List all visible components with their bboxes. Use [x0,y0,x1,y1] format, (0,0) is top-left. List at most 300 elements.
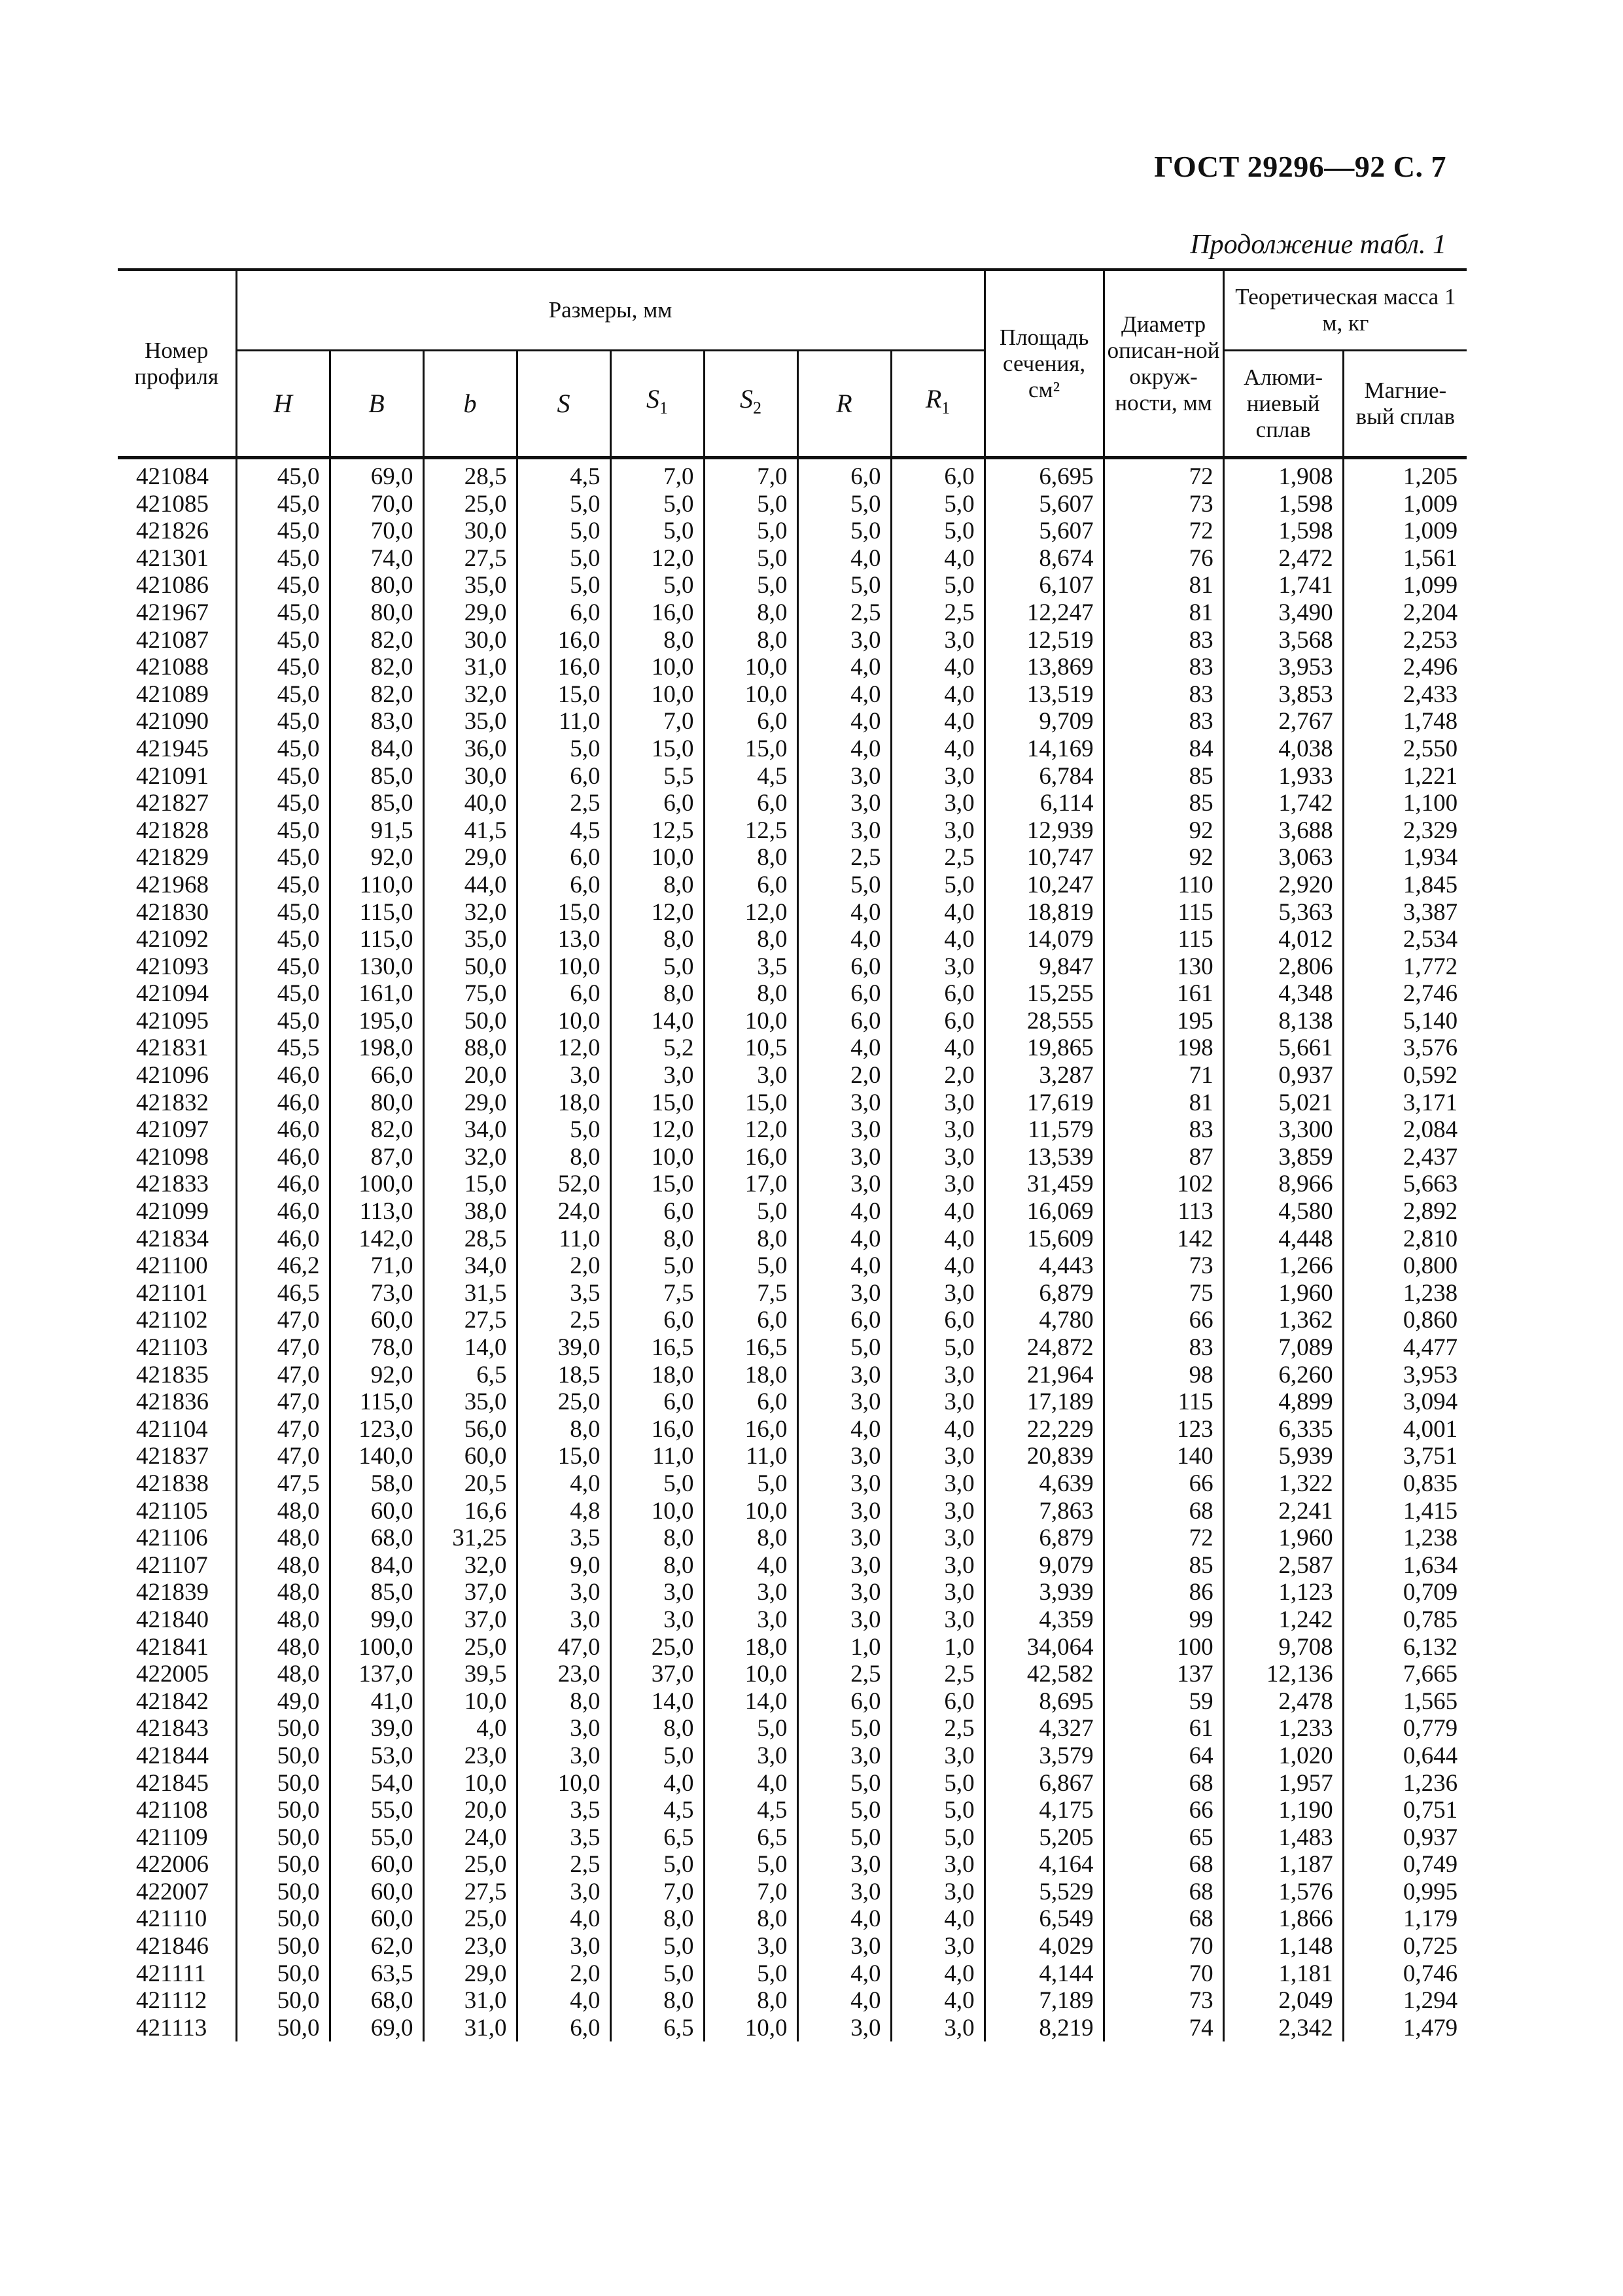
col-diameter: Диаметр описан-ной окруж-ности, мм [1104,270,1223,458]
table-cell: 25,0 [610,1634,704,1661]
table-row [118,458,1467,491]
table-cell: 2,806 [1223,953,1343,981]
table-row [118,1443,1467,1470]
table-cell: 83 [1104,654,1223,681]
profile-number-cell: 421841 [136,1633,209,1661]
table-cell: 3,0 [797,1606,891,1634]
table-cell: 7,089 [1223,1334,1343,1362]
table-cell: 48,0 [236,1525,330,1552]
table-row [118,1579,1467,1606]
table-cell: 3,0 [797,627,891,654]
table-cell: 3,939 [985,1579,1104,1606]
table-cell: 3,0 [797,1851,891,1879]
table-cell: 2,550 [1343,735,1467,763]
table-cell: 76 [1104,545,1223,573]
table-cell: 17,189 [985,1388,1104,1416]
table-cell: 1,362 [1223,1307,1343,1334]
table-cell: 20,839 [985,1443,1104,1470]
table-cell: 45,0 [236,599,330,627]
table-cell: 49,0 [236,1688,330,1716]
profile-number-cell: 421839 [136,1579,209,1606]
table-cell: 4,0 [891,899,985,927]
table-cell: 29,0 [423,1089,517,1117]
table-cell: 0,779 [1343,1715,1467,1742]
table-cell: 2,892 [1343,1198,1467,1226]
table-cell: 123,0 [330,1416,423,1443]
table-cell: 73 [1104,491,1223,518]
table-cell: 3,0 [891,763,985,790]
table-cell: 1,960 [1223,1525,1343,1552]
profile-number-cell: 421089 [136,680,209,708]
table-cell: 3,0 [797,1742,891,1770]
table-cell: 48,0 [236,1498,330,1525]
table-cell: 4,5 [517,817,610,845]
table-cell: 0,937 [1223,1062,1343,1089]
table-cell: 46,0 [236,1062,330,1089]
table-cell: 7,0 [610,458,704,491]
col-area: Площадь сечения, см² [985,270,1104,458]
col-b: b [423,351,517,458]
table-cell: 2,329 [1343,817,1467,845]
table-cell: 92,0 [330,844,423,872]
table-cell: 24,0 [517,1198,610,1226]
table-cell: 8,0 [610,1525,704,1552]
table-cell: 1,238 [1343,1525,1467,1552]
table-cell: 1,221 [1343,763,1467,790]
table-row [118,763,1467,790]
table-cell: 115 [1104,926,1223,953]
table-row [118,1634,1467,1661]
table-cell: 140,0 [330,1443,423,1470]
table-row [118,735,1467,763]
table-cell: 37,0 [423,1606,517,1634]
table-row [118,1062,1467,1089]
profile-number-cell: 421835 [136,1361,209,1388]
table-cell: 3,0 [891,1933,985,1960]
table-cell: 5,0 [704,1960,797,1988]
table-cell: 1,0 [891,1634,985,1661]
table-cell: 60,0 [330,1905,423,1933]
table-cell: 5,2 [610,1034,704,1062]
table-cell: 70 [1104,1960,1223,1988]
table-cell: 8,0 [610,926,704,953]
table-cell: 31,25 [423,1525,517,1552]
table-cell: 5,0 [891,872,985,899]
table-cell: 3,387 [1343,899,1467,927]
table-cell: 16,5 [610,1334,704,1362]
table-cell: 47,5 [236,1470,330,1498]
table-cell: 0,835 [1343,1470,1467,1498]
table-cell: 3,0 [891,953,985,981]
table-row [118,518,1467,545]
table-cell: 99 [1104,1606,1223,1634]
table-cell: 6,0 [891,1008,985,1035]
table-cell: 4,0 [797,1905,891,1933]
table-cell: 2,241 [1223,1498,1343,1525]
table-cell: 16,0 [517,627,610,654]
table-cell: 3,5 [517,1797,610,1824]
col-group-mass: Теоретическая масса 1 м, кг [1223,270,1467,351]
table-cell: 4,0 [891,681,985,709]
table-cell: 72 [1104,1525,1223,1552]
table-row [118,1797,1467,1824]
table-cell: 3,0 [891,1470,985,1498]
table-cell: 5,021 [1223,1089,1343,1117]
profile-number-cell: 421101 [136,1279,208,1307]
table-cell: 6,335 [1223,1416,1343,1443]
table-cell: 8,0 [610,1905,704,1933]
table-cell: 8,0 [704,599,797,627]
table-cell: 123 [1104,1416,1223,1443]
col-R1 [891,351,985,458]
profile-number-cell: 421099 [136,1198,209,1226]
table-cell: 1,236 [1343,1770,1467,1797]
table-cell: 83 [1104,681,1223,709]
table-cell: 47,0 [236,1388,330,1416]
table-cell: 3,0 [517,1062,610,1089]
table-cell: 10,0 [423,1688,517,1716]
profile-number-cell: 421092 [136,926,209,953]
table-cell: 52,0 [517,1171,610,1198]
table-cell: 3,0 [797,1879,891,1906]
table-cell: 4,0 [797,545,891,573]
table-cell: 3,300 [1223,1116,1343,1144]
table-cell: 5,0 [610,572,704,599]
col-group-dimensions: Размеры, мм [236,270,985,351]
table-cell: 0,785 [1343,1606,1467,1634]
table-cell: 5,0 [610,491,704,518]
table-cell: 6,0 [891,458,985,491]
table-cell: 5,0 [797,872,891,899]
table-cell: 2,810 [1343,1226,1467,1253]
profile-number-cell: 421829 [136,844,209,872]
table-cell: 4,0 [891,1905,985,1933]
table-cell: 39,0 [517,1334,610,1362]
table-cell: 4,0 [797,681,891,709]
table-cell: 4,0 [891,654,985,681]
table-cell: 37,0 [423,1579,517,1606]
table-cell: 0,860 [1343,1307,1467,1334]
table-cell: 0,644 [1343,1742,1467,1770]
table-cell: 2,534 [1343,926,1467,953]
table-cell: 10,0 [704,1661,797,1688]
table-cell: 1,266 [1223,1252,1343,1280]
table-cell: 6,0 [704,1307,797,1334]
table-cell: 1,190 [1223,1797,1343,1824]
table-cell: 92,0 [330,1362,423,1389]
table-row [118,817,1467,845]
table-cell: 3,094 [1343,1388,1467,1416]
table-cell: 7,0 [704,1879,797,1906]
table-cell: 4,0 [891,1252,985,1280]
table-cell: 0,725 [1343,1933,1467,1960]
table-cell: 4,029 [985,1933,1104,1960]
table-cell: 3,0 [797,1552,891,1580]
table-cell: 6,0 [704,708,797,735]
table-cell: 6,0 [517,872,610,899]
table-cell: 84,0 [330,1552,423,1580]
table-cell: 69,0 [330,458,423,491]
table-cell: 47,0 [517,1634,610,1661]
table-cell: 10,0 [704,1498,797,1525]
table-cell: 70,0 [330,491,423,518]
table-cell: 68,0 [330,1987,423,2015]
profile-number-cell: 421845 [136,1769,209,1797]
table-cell: 50,0 [236,1879,330,1906]
table-cell: 2,437 [1343,1144,1467,1171]
table-cell: 64 [1104,1742,1223,1770]
profile-number-cell: 421838 [136,1470,209,1497]
table-cell: 3,0 [797,1089,891,1117]
table-cell: 5,0 [704,1252,797,1280]
table-cell: 16,0 [517,654,610,681]
table-cell: 10,0 [704,681,797,709]
table-cell: 5,0 [610,1933,704,1960]
table-cell: 6,107 [985,572,1104,599]
table-cell: 45,0 [236,790,330,817]
table-cell: 83 [1104,1334,1223,1362]
table-cell: 113 [1104,1198,1223,1226]
col-S2 [704,351,797,458]
table-cell: 9,847 [985,953,1104,981]
table-row [118,844,1467,872]
table-cell: 6,0 [610,1388,704,1416]
table-cell: 15,0 [610,1089,704,1117]
table-cell: 1,233 [1223,1715,1343,1742]
table-cell: 18,819 [985,899,1104,927]
col-magnesium: Магние-вый сплав [1343,351,1467,458]
table-cell: 15,0 [610,1171,704,1198]
table-cell: 31,0 [423,1987,517,2015]
table-cell: 12,0 [704,1116,797,1144]
table-cell: 4,5 [704,1797,797,1824]
table-cell: 4,0 [797,735,891,763]
table-cell: 80,0 [330,599,423,627]
table-cell: 0,995 [1343,1879,1467,1906]
table-cell: 39,0 [330,1715,423,1742]
table-cell: 4,327 [985,1715,1104,1742]
table-cell: 6,0 [891,1688,985,1716]
table-cell: 3,859 [1223,1144,1343,1171]
table-cell: 15,0 [610,735,704,763]
table-cell: 10,0 [517,953,610,981]
table-cell: 5,0 [610,1960,704,1988]
table-row [118,1552,1467,1580]
table-cell: 83 [1104,1116,1223,1144]
table-cell: 6,0 [797,980,891,1008]
table-row [118,1715,1467,1742]
table-cell: 34,0 [423,1252,517,1280]
table-cell: 11,0 [610,1443,704,1470]
table-cell: 3,0 [517,1606,610,1634]
table-cell: 8,695 [985,1688,1104,1716]
table-cell: 4,0 [797,1416,891,1443]
profile-number-cell: 421828 [136,817,209,844]
table-cell: 6,867 [985,1770,1104,1797]
table-cell: 3,0 [891,1089,985,1117]
profile-number-cell: 421108 [136,1797,208,1824]
table-cell: 4,0 [797,926,891,953]
table-cell: 3,0 [797,1443,891,1470]
table-cell: 71,0 [330,1252,423,1280]
table-cell: 2,5 [797,599,891,627]
col-S1-symbol: S [646,384,659,414]
table-cell: 2,5 [517,1851,610,1879]
table-cell: 29,0 [423,1960,517,1988]
table-cell: 3,0 [891,1742,985,1770]
table-cell: 1,205 [1343,458,1467,491]
table-cell: 142,0 [330,1226,423,1253]
table-cell: 60,0 [330,1879,423,1906]
table-row [118,1688,1467,1716]
table-cell: 3,0 [797,1362,891,1389]
table-cell: 4,0 [704,1552,797,1580]
table-cell: 63,5 [330,1960,423,1988]
table-cell: 30,0 [423,627,517,654]
col-S1-subscript: 1 [659,398,668,417]
profile-number-cell: 421840 [136,1606,209,1633]
table-cell: 48,0 [236,1661,330,1688]
table-cell: 4,0 [797,899,891,927]
table-cell: 41,5 [423,817,517,845]
table-cell: 2,049 [1223,1987,1343,2015]
table-cell: 31,0 [423,2015,517,2042]
table-cell: 7,863 [985,1498,1104,1525]
table-cell: 4,0 [423,1715,517,1742]
table-cell: 5,0 [797,1824,891,1852]
table-cell: 2,472 [1223,545,1343,573]
table-cell: 21,964 [985,1362,1104,1389]
table-cell: 31,5 [423,1280,517,1307]
table-cell: 74,0 [330,545,423,573]
table-cell: 3,579 [985,1742,1104,1770]
table-cell: 5,0 [517,735,610,763]
table-cell: 1,772 [1343,953,1467,981]
table-cell: 2,5 [891,1661,985,1688]
table-cell: 8,0 [704,1525,797,1552]
table-cell: 2,433 [1343,681,1467,709]
table-cell: 7,0 [704,458,797,491]
table-cell: 5,0 [891,572,985,599]
table-cell: 4,580 [1223,1198,1343,1226]
table-cell: 16,0 [704,1144,797,1171]
table-cell: 45,0 [236,708,330,735]
table-cell: 28,555 [985,1008,1104,1035]
table-cell: 6,0 [517,2015,610,2042]
table-cell: 85 [1104,1552,1223,1580]
col-R: R [797,351,891,458]
profile-number-cell: 421102 [136,1307,208,1334]
table-cell: 6,0 [610,1198,704,1226]
table-row [118,1416,1467,1443]
table-cell: 8,0 [704,1987,797,2015]
table-cell: 46,5 [236,1280,330,1307]
page-header: ГОСТ 29296—92 С. 7 [1154,150,1446,183]
table-cell: 14,0 [610,1688,704,1716]
table-cell: 5,205 [985,1824,1104,1852]
table-cell: 28,5 [423,1226,517,1253]
table-cell: 48,0 [236,1606,330,1634]
table-cell: 4,038 [1223,735,1343,763]
table-cell: 2,342 [1223,2015,1343,2042]
profile-number-cell: 421085 [136,490,209,518]
table-cell: 3,0 [797,1579,891,1606]
profile-number-cell: 422005 [136,1661,209,1688]
table-cell: 75 [1104,1280,1223,1307]
table-cell: 1,908 [1223,458,1343,491]
table-cell: 82,0 [330,627,423,654]
table-row [118,1525,1467,1552]
table-cell: 15,0 [704,1089,797,1117]
table-cell: 2,5 [517,790,610,817]
table-cell: 5,0 [610,518,704,545]
table-cell: 8,0 [610,627,704,654]
table-row [118,1226,1467,1253]
table-cell: 1,845 [1343,872,1467,899]
profile-number-cell: 421086 [136,572,209,599]
table-cell: 161 [1104,980,1223,1008]
table-cell: 3,0 [797,1280,891,1307]
table-row [118,1498,1467,1525]
table-cell: 2,5 [517,1307,610,1334]
table-cell: 161,0 [330,980,423,1008]
table-cell: 12,5 [704,817,797,845]
table-cell: 74 [1104,2015,1223,2042]
table-cell: 6,879 [985,1525,1104,1552]
table-cell: 16,069 [985,1198,1104,1226]
table-cell: 46,0 [236,1171,330,1198]
table-cell: 100,0 [330,1634,423,1661]
table-cell: 12,0 [704,899,797,927]
table-row [118,1606,1467,1634]
table-cell: 3,0 [891,1362,985,1389]
table-cell: 6,114 [985,790,1104,817]
table-cell: 5,0 [610,1470,704,1498]
table-cell: 3,5 [517,1824,610,1852]
table-cell: 3,953 [1223,654,1343,681]
table-cell: 1,020 [1223,1742,1343,1770]
table-cell: 8,0 [704,844,797,872]
table-cell: 45,0 [236,654,330,681]
table-cell: 0,592 [1343,1062,1467,1089]
table-cell: 10,0 [610,1144,704,1171]
table-cell: 99,0 [330,1606,423,1634]
table-cell: 15,0 [704,735,797,763]
col-S2-symbol: S [740,384,753,414]
table-cell: 14,0 [423,1334,517,1362]
table-cell: 47,0 [236,1307,330,1334]
table-cell: 14,169 [985,735,1104,763]
table-cell: 8,0 [517,1144,610,1171]
table-cell: 4,0 [891,1034,985,1062]
table-cell: 13,869 [985,654,1104,681]
table-cell: 5,0 [704,545,797,573]
profile-number-cell: 421100 [136,1252,208,1280]
profile-number-cell: 421110 [136,1905,207,1933]
table-cell: 60,0 [330,1851,423,1879]
table-cell: 4,0 [891,1226,985,1253]
table-cell: 5,0 [797,491,891,518]
table-cell: 2,0 [891,1062,985,1089]
table-cell: 68 [1104,1498,1223,1525]
table-cell: 9,709 [985,708,1104,735]
table-cell: 0,749 [1343,1851,1467,1879]
table-cell: 6,0 [517,763,610,790]
table-cell: 53,0 [330,1742,423,1770]
table-cell: 12,0 [610,545,704,573]
table-cell: 6,5 [610,1824,704,1852]
table-cell: 10,0 [517,1770,610,1797]
